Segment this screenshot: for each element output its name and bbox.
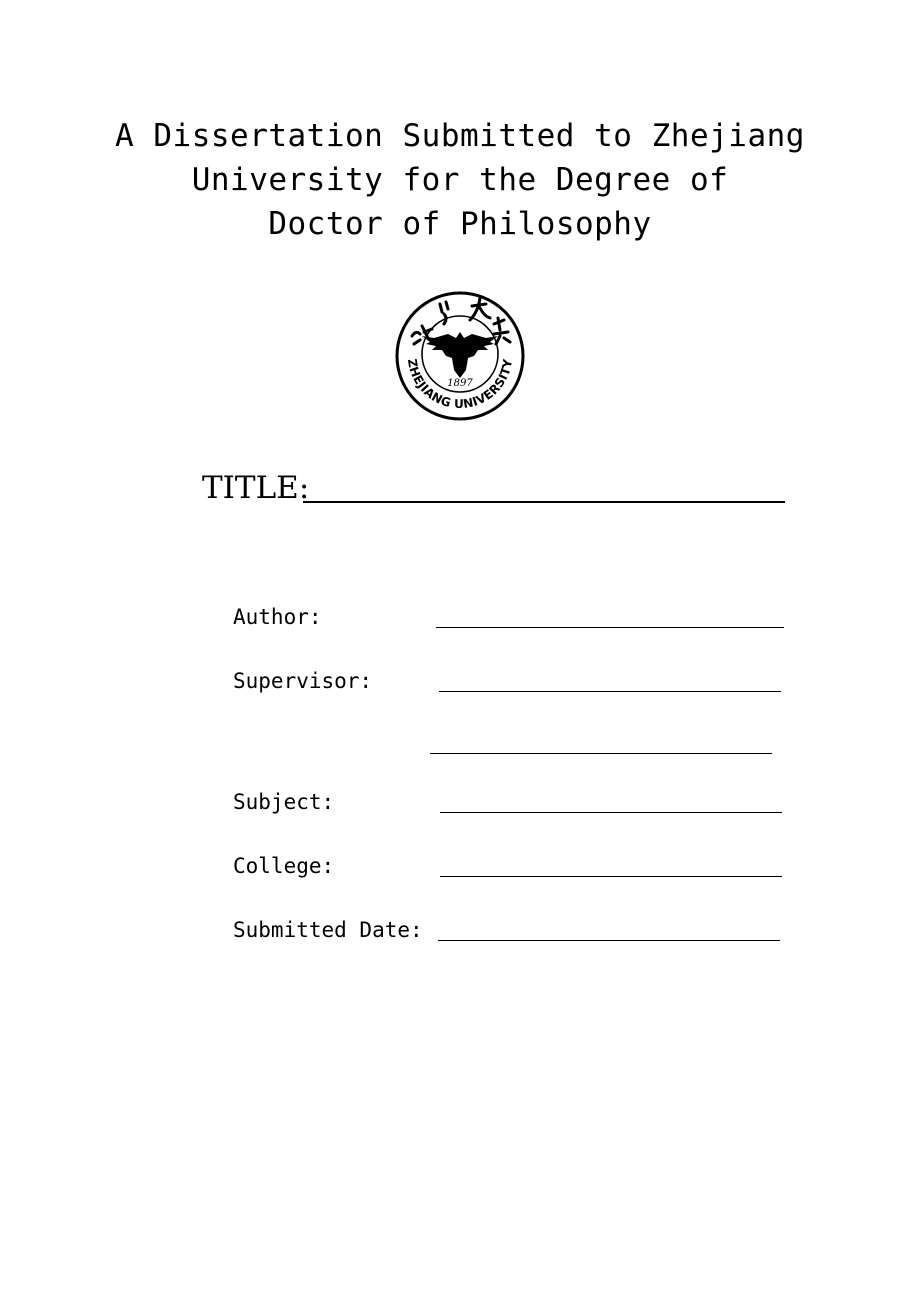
submitted-date-input-line[interactable] <box>438 940 780 941</box>
supervisor-second-input-line[interactable] <box>430 753 772 754</box>
author-input-line[interactable] <box>436 627 784 628</box>
subject-input-line[interactable] <box>440 812 782 813</box>
heading-line-2: University for the Degree of <box>191 162 729 198</box>
heading-line-3: Doctor of Philosophy <box>268 206 652 242</box>
seal-ring-text: ZHEJIANG UNIVERSITY <box>404 357 516 412</box>
college-label: College: <box>233 854 335 878</box>
dissertation-heading <box>0 114 920 246</box>
supervisor-label: Supervisor: <box>233 669 373 693</box>
title-input-line[interactable] <box>303 501 785 503</box>
heading-line-1: A Dissertation Submitted to Zhejiang <box>115 118 805 154</box>
seal-year: 1897 <box>447 378 473 389</box>
author-label: Author: <box>233 605 322 629</box>
supervisor-input-line[interactable] <box>439 691 781 692</box>
title-label: TITLE: <box>202 470 310 506</box>
submitted-date-label: Submitted Date: <box>233 918 423 942</box>
college-input-line[interactable] <box>440 876 782 877</box>
university-seal-logo <box>394 290 526 422</box>
subject-label: Subject: <box>233 790 335 814</box>
seal-eagle <box>422 332 498 378</box>
